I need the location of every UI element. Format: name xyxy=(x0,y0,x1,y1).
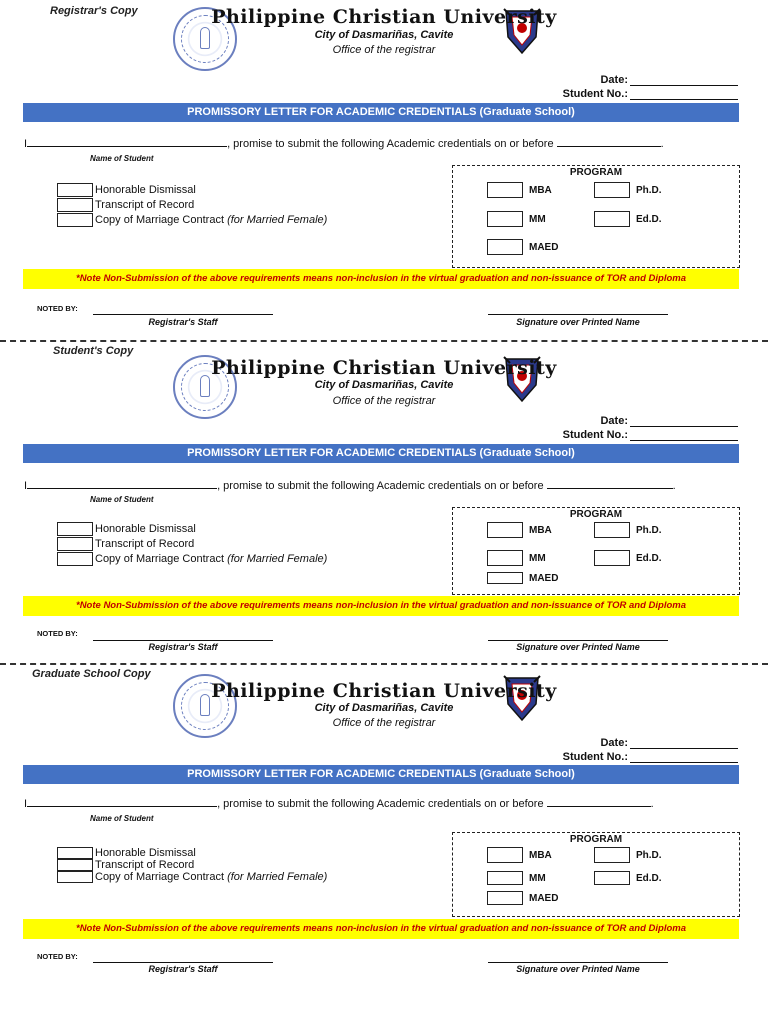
program-option-maed[interactable]: MAED xyxy=(487,891,558,905)
student-no-line[interactable] xyxy=(630,88,738,100)
promise-statement: I , promise to submit the following Academic credentials on or before . xyxy=(24,138,664,150)
checkbox[interactable] xyxy=(57,522,93,536)
registrar-staff-caption: Registrar's Staff xyxy=(148,964,218,974)
requirements-note: *Note Non-Submission of the above requirements means non-inclusion in the virtual graduation and non-issuance of TOR and Diploma xyxy=(23,596,739,616)
form-title-banner: PROMISSORY LETTER FOR ACADEMIC CREDENTIALS (Graduate School) xyxy=(23,103,739,122)
student-no-field[interactable] xyxy=(563,88,738,100)
credential-row[interactable] xyxy=(57,536,327,551)
program-option-phd[interactable]: Ph.D. xyxy=(594,522,662,538)
registrar-staff-caption: Registrar's Staff xyxy=(148,317,218,327)
credential-label: Transcript of Record xyxy=(95,198,195,211)
student-no-field[interactable] xyxy=(563,429,738,441)
promise-statement: I , promise to submit the following Academic credentials on or before . xyxy=(24,798,654,810)
credential-row[interactable] xyxy=(57,871,327,883)
requirements-note: *Note Non-Submission of the above requirements means non-inclusion in the virtual graduation and non-issuance of TOR and Diploma xyxy=(23,269,739,289)
credential-row[interactable] xyxy=(57,197,327,212)
cut-line xyxy=(0,340,768,342)
copy-label: Registrar's Copy xyxy=(50,5,138,17)
program-option-maed[interactable]: MAED xyxy=(487,239,558,255)
student-name-line[interactable] xyxy=(27,479,217,489)
date-field[interactable] xyxy=(600,74,738,86)
credential-label: Copy of Marriage Contract (for Married Female) xyxy=(95,871,328,883)
checkbox[interactable] xyxy=(487,572,523,584)
noted-by-label: NOTED BY: xyxy=(37,304,78,313)
program-option-mm[interactable]: MM xyxy=(487,211,546,227)
program-title: PROGRAM xyxy=(569,167,623,178)
program-title: PROGRAM xyxy=(569,834,623,845)
program-box xyxy=(452,165,740,268)
checkbox[interactable] xyxy=(57,859,93,871)
credential-row[interactable] xyxy=(57,182,327,197)
program-title: PROGRAM xyxy=(569,509,623,520)
checkbox[interactable] xyxy=(594,522,630,538)
student-signature-line[interactable] xyxy=(488,962,668,963)
promise-text: , promise to submit the following Academic credentials on or before xyxy=(217,480,544,492)
registrar-office: Office of the registrar xyxy=(332,44,436,56)
requirements-note: *Note Non-Submission of the above requirements means non-inclusion in the virtual graduation and non-issuance of TOR and Diploma xyxy=(23,919,739,939)
credentials-checklist xyxy=(57,847,327,883)
university-city: City of Dasmariñas, Cavite xyxy=(314,29,454,41)
program-option-mm[interactable]: MM xyxy=(487,871,546,885)
name-caption: Name of Student xyxy=(90,495,154,504)
program-option-edd[interactable]: Ed.D. xyxy=(594,211,662,227)
signature-caption: Signature over Printed Name xyxy=(516,317,640,327)
student-no-label: Student No.: xyxy=(562,429,628,441)
student-no-label: Student No.: xyxy=(562,751,628,763)
credential-label: Honorable Dismissal xyxy=(95,847,196,859)
deadline-line[interactable] xyxy=(547,479,673,489)
credential-row[interactable] xyxy=(57,521,327,536)
checkbox[interactable] xyxy=(57,198,93,212)
noted-by-label: NOTED BY: xyxy=(37,952,78,961)
university-city: City of Dasmariñas, Cavite xyxy=(314,702,454,714)
checkbox[interactable] xyxy=(594,847,630,863)
credentials-checklist xyxy=(57,182,327,227)
checkbox[interactable] xyxy=(487,522,523,538)
checkbox[interactable] xyxy=(594,871,630,885)
credential-label: Copy of Marriage Contract (for Married Female) xyxy=(95,552,328,565)
signature-caption: Signature over Printed Name xyxy=(516,642,640,652)
date-field[interactable] xyxy=(600,415,738,427)
university-city: City of Dasmariñas, Cavite xyxy=(314,379,454,391)
student-no-field[interactable] xyxy=(563,751,738,763)
date-line[interactable] xyxy=(630,737,738,749)
program-option-maed[interactable]: MAED xyxy=(487,572,558,584)
credential-label: Transcript of Record xyxy=(95,537,195,550)
credentials-checklist xyxy=(57,521,327,566)
date-line[interactable] xyxy=(630,74,738,86)
deadline-line[interactable] xyxy=(547,797,651,807)
checkbox[interactable] xyxy=(487,871,523,885)
promise-prefix: I xyxy=(24,480,28,492)
date-label: Date: xyxy=(600,74,628,86)
promise-prefix: I xyxy=(24,138,28,150)
date-line[interactable] xyxy=(630,415,738,427)
checkbox[interactable] xyxy=(57,213,93,227)
checkbox[interactable] xyxy=(57,537,93,551)
checkbox[interactable] xyxy=(487,239,523,255)
registrar-staff-caption: Registrar's Staff xyxy=(148,642,218,652)
date-label: Date: xyxy=(600,737,628,749)
checkbox[interactable] xyxy=(594,550,630,566)
student-no-label: Student No.: xyxy=(562,88,628,100)
student-name-line[interactable] xyxy=(27,797,217,807)
form-title-banner: PROMISSORY LETTER FOR ACADEMIC CREDENTIALS (Graduate School) xyxy=(23,444,739,463)
promise-prefix: I xyxy=(24,798,28,810)
program-box xyxy=(452,507,740,595)
copy-label: Graduate School Copy xyxy=(32,668,151,680)
program-box xyxy=(452,832,740,917)
form-title-banner: PROMISSORY LETTER FOR ACADEMIC CREDENTIALS (Graduate School) xyxy=(23,765,739,784)
checkbox[interactable] xyxy=(487,182,523,198)
date-label: Date: xyxy=(600,415,628,427)
program-option-mba[interactable]: MBA xyxy=(487,182,552,198)
checkbox[interactable] xyxy=(594,211,630,227)
checkbox[interactable] xyxy=(594,182,630,198)
registrar-signature-line[interactable] xyxy=(93,962,273,963)
student-name-line[interactable] xyxy=(27,137,227,147)
student-signature-line[interactable] xyxy=(488,640,668,641)
program-option-edd[interactable]: Ed.D. xyxy=(594,550,662,566)
credential-row[interactable] xyxy=(57,212,327,227)
university-name: Philippine Christian University xyxy=(211,680,557,702)
program-option-mba[interactable]: MBA xyxy=(487,847,552,863)
noted-by-label: NOTED BY: xyxy=(37,629,78,638)
registrar-office: Office of the registrar xyxy=(332,717,436,729)
date-field[interactable] xyxy=(600,737,738,749)
university-name: Philippine Christian University xyxy=(211,357,557,379)
program-option-mm[interactable]: MM xyxy=(487,550,546,566)
registrar-office: Office of the registrar xyxy=(332,395,436,407)
credential-label: Honorable Dismissal xyxy=(95,183,196,196)
credential-row[interactable] xyxy=(57,859,327,871)
credential-row[interactable] xyxy=(57,551,327,566)
registrar-signature-line[interactable] xyxy=(93,640,273,641)
credential-label: Transcript of Record xyxy=(95,859,195,871)
program-option-edd[interactable]: Ed.D. xyxy=(594,871,662,885)
checkbox[interactable] xyxy=(487,847,523,863)
name-caption: Name of Student xyxy=(90,814,154,823)
checkbox[interactable] xyxy=(487,550,523,566)
deadline-line[interactable] xyxy=(557,137,661,147)
credential-row[interactable] xyxy=(57,847,327,859)
program-option-mba[interactable]: MBA xyxy=(487,522,552,538)
checkbox[interactable] xyxy=(487,891,523,905)
student-signature-line[interactable] xyxy=(488,314,668,315)
student-no-line[interactable] xyxy=(630,751,738,763)
checkbox[interactable] xyxy=(57,871,93,883)
checkbox[interactable] xyxy=(57,847,93,859)
copy-label: Student's Copy xyxy=(53,345,134,357)
program-option-phd[interactable]: Ph.D. xyxy=(594,847,662,863)
credential-label: Honorable Dismissal xyxy=(95,522,196,535)
university-name: Philippine Christian University xyxy=(211,6,557,28)
name-caption: Name of Student xyxy=(90,154,154,163)
student-no-line[interactable] xyxy=(630,429,738,441)
credential-label: Copy of Marriage Contract (for Married Female) xyxy=(95,213,328,226)
checkbox[interactable] xyxy=(487,211,523,227)
promise-text: , promise to submit the following Academic credentials on or before xyxy=(217,798,544,810)
signature-caption: Signature over Printed Name xyxy=(516,964,640,974)
registrar-signature-line[interactable] xyxy=(93,314,273,315)
promise-statement: I , promise to submit the following Academic credentials on or before . xyxy=(24,480,676,492)
checkbox[interactable] xyxy=(57,552,93,566)
promise-text: , promise to submit the following Academic credentials on or before xyxy=(227,138,554,150)
program-option-phd[interactable]: Ph.D. xyxy=(594,182,662,198)
cut-line xyxy=(0,663,768,665)
checkbox[interactable] xyxy=(57,183,93,197)
